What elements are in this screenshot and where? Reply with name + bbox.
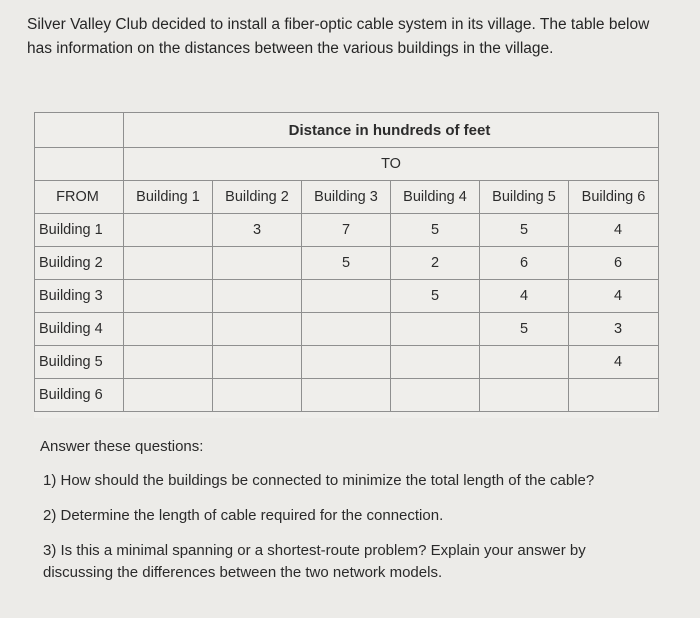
- table-cell: [213, 247, 302, 280]
- questions-heading: Answer these questions:: [40, 438, 204, 455]
- table-row: [35, 313, 659, 346]
- table-cell: [480, 379, 569, 412]
- table-cell: [213, 280, 302, 313]
- question-3: 3) Is this a minimal spanning or a shortest-route problem? Explain your answer by discussing the differences between the two network models.: [43, 542, 586, 581]
- corner-cell: [35, 148, 124, 181]
- table-row: [35, 379, 659, 412]
- table-to-row: [35, 148, 659, 181]
- table-cell: 6: [569, 247, 659, 280]
- table-cell: [213, 313, 302, 346]
- distance-table: [34, 112, 659, 412]
- row-label: Building 5: [35, 346, 124, 379]
- table-cell: [391, 313, 480, 346]
- column-header: Building 1: [124, 181, 213, 214]
- column-header: Building 3: [302, 181, 391, 214]
- table-cell: 3: [213, 214, 302, 247]
- intro-paragraph: Silver Valley Club decided to install a fiber-optic cable system in its village. The table below has information on the distances between the various buildings in the village.: [27, 16, 650, 57]
- table-cell: 4: [569, 346, 659, 379]
- column-header: Building 5: [480, 181, 569, 214]
- corner-cell: [35, 113, 124, 148]
- table-row: [35, 280, 659, 313]
- row-label: Building 6: [35, 379, 124, 412]
- table-row: [35, 247, 659, 280]
- table-cell: [213, 379, 302, 412]
- table-cell: [213, 346, 302, 379]
- table-title-row: [35, 113, 659, 148]
- question-1: 1) How should the buildings be connected to minimize the total length of the cable?: [43, 472, 595, 489]
- table-cell: [124, 346, 213, 379]
- table-cell: 2: [391, 247, 480, 280]
- table-cell: [124, 247, 213, 280]
- table-cell: [391, 379, 480, 412]
- row-label: Building 1: [35, 214, 124, 247]
- table-cell: [124, 280, 213, 313]
- table-cell: [302, 346, 391, 379]
- row-label: Building 3: [35, 280, 124, 313]
- table-cell: 4: [569, 214, 659, 247]
- table-cell: [302, 379, 391, 412]
- from-label: FROM: [35, 181, 124, 214]
- table-cell: 4: [480, 280, 569, 313]
- column-header: Building 4: [391, 181, 480, 214]
- table-cell: 5: [302, 247, 391, 280]
- table-header-row: [35, 181, 659, 214]
- to-label: TO: [124, 148, 659, 181]
- questions-section: [38, 436, 658, 597]
- table-title: Distance in hundreds of feet: [124, 113, 659, 148]
- row-label: Building 4: [35, 313, 124, 346]
- table-cell: 5: [391, 214, 480, 247]
- table-cell: 4: [569, 280, 659, 313]
- table-cell: [124, 214, 213, 247]
- row-label: Building 2: [35, 247, 124, 280]
- column-header: Building 2: [213, 181, 302, 214]
- table-row: [35, 214, 659, 247]
- table-row: [35, 346, 659, 379]
- table-cell: [124, 379, 213, 412]
- table-cell: [569, 379, 659, 412]
- table-cell: [391, 346, 480, 379]
- table-cell: [480, 346, 569, 379]
- table-cell: 3: [569, 313, 659, 346]
- column-header: Building 6: [569, 181, 659, 214]
- distance-table-container: [34, 112, 658, 418]
- table-cell: [124, 313, 213, 346]
- table-cell: 5: [480, 313, 569, 346]
- table-cell: 5: [391, 280, 480, 313]
- table-cell: 6: [480, 247, 569, 280]
- table-cell: 5: [480, 214, 569, 247]
- table-cell: [302, 313, 391, 346]
- table-cell: [302, 280, 391, 313]
- table-cell: 7: [302, 214, 391, 247]
- question-2: 2) Determine the length of cable required for the connection.: [43, 507, 444, 524]
